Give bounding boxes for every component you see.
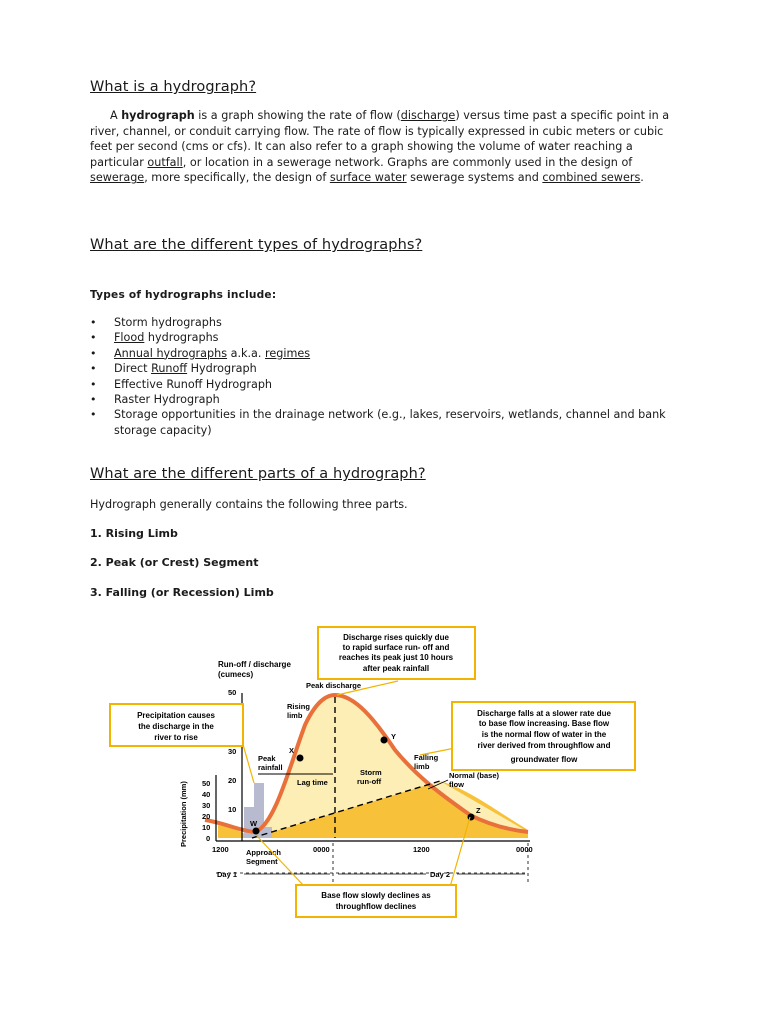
precip-tick-label: 50 <box>202 779 211 788</box>
y-axis-title: Run-off / discharge <box>218 660 291 669</box>
label-rising-limb: limb <box>287 711 303 720</box>
callout-top-text: Discharge rises quickly due <box>343 633 449 642</box>
label-lag-time: Lag time <box>297 778 328 787</box>
precip-tick-label: 10 <box>202 823 211 832</box>
para-text: . <box>640 171 644 185</box>
x-tick-label: 1200 <box>212 845 229 854</box>
list-item: • Direct Runoff Hydrograph <box>90 361 690 376</box>
label-point-y: Y <box>391 732 397 741</box>
day1-label: Day 1 <box>217 870 238 879</box>
para-text: is a graph showing the rate of flow ( <box>194 109 401 122</box>
callout-right-text: Discharge falls at a slower rate due <box>477 709 611 718</box>
y-tick-label: 10 <box>228 805 237 814</box>
label-falling-limb: limb <box>414 762 430 771</box>
link-flood[interactable]: Flood <box>114 331 145 345</box>
point-w <box>253 828 260 835</box>
callout-top-text: reaches its peak just 10 hours <box>338 653 454 662</box>
callout-right-text: river derived from throughflow and <box>477 741 611 750</box>
link-regimes[interactable]: regimes <box>265 346 311 360</box>
list-item: • Flood hydrographs <box>90 330 690 345</box>
y-tick-label: 30 <box>228 747 237 756</box>
link-runoff[interactable]: Runoff <box>151 362 188 376</box>
callout-left-text: Precipitation causes <box>137 711 215 720</box>
day2-label: Day 2 <box>430 870 451 879</box>
y-tick-label: 50 <box>228 688 237 697</box>
list-item: • Storm hydrographs <box>90 315 690 330</box>
label-peak-rainfall: rainfall <box>258 763 283 772</box>
types-intro: Types of hydrographs include: <box>90 289 277 301</box>
label-point-w: W <box>250 819 258 828</box>
precip-tick-label: 0 <box>206 834 211 843</box>
link-annual-hydrographs[interactable]: Annual hydrographs <box>114 346 228 360</box>
link-surface-water[interactable]: surface water <box>329 171 407 185</box>
point-z <box>468 814 475 821</box>
parts-intro: Hydrograph generally contains the following three parts. <box>90 498 408 511</box>
point-x <box>297 755 304 762</box>
types-list <box>90 315 690 438</box>
callout-bottom-box <box>296 885 456 917</box>
para-text: , more specifically, the design of <box>144 171 330 185</box>
callout-top-text: to rapid surface run- off and <box>342 643 450 652</box>
link-sewerage[interactable]: sewerage <box>90 171 145 185</box>
label-storm-runoff: run-off <box>357 777 382 786</box>
label-approach-segment: Approach <box>246 848 282 857</box>
para-text: sewerage systems and <box>406 171 543 185</box>
label-storm-runoff: Storm <box>360 768 382 777</box>
y-axis-title: (cumecs) <box>218 670 254 679</box>
label-falling-limb: Falling <box>414 753 439 762</box>
label-rising-limb: Rising <box>287 702 310 711</box>
callout-bottom-text: throughflow declines <box>335 902 417 911</box>
term-hydrograph: hydrograph <box>121 109 195 122</box>
y-tick-label: 20 <box>228 776 237 785</box>
callout-left-text: the discharge in the <box>138 722 214 731</box>
para-text: , or location in a sewerage network. Graphs are commonly used in the design of <box>182 155 633 169</box>
hydrograph-diagram <box>0 615 768 925</box>
part-peak-segment: 2. Peak (or Crest) Segment <box>90 556 259 569</box>
label-normal-flow: flow <box>449 780 464 789</box>
label-point-x: X <box>289 746 295 755</box>
part-falling-limb: 3. Falling (or Recession) Limb <box>90 586 274 599</box>
precip-axis-title: Precipitation (mm) <box>179 781 188 847</box>
x-tick-label: 1200 <box>413 845 430 854</box>
callout-left-text: river to rise <box>154 733 198 742</box>
paragraph-definition <box>90 108 680 186</box>
list-item: • Storage opportunities in the drainage network (e.g., lakes, reservoirs, wetlands, channel and bank storage capacity) <box>90 407 690 438</box>
para-text: ) versus time past a specific point in a river, channel, or conduit carrying flow. The rate of flow is typically expressed in cubic meters or cubic feet per second (cms or cfs). It can also refer to a graph showing the volume of water reaching a particular <box>90 109 670 169</box>
x-tick-label: 0000 <box>313 845 330 854</box>
link-combined-sewers[interactable]: combined sewers <box>542 171 641 185</box>
callout-bottom-text: Base flow slowly declines as <box>321 891 431 900</box>
label-peak-rainfall: Peak <box>258 754 276 763</box>
heading-parts-of-hydrograph: What are the different parts of a hydrograph? <box>90 466 426 482</box>
label-point-z: Z <box>476 806 481 815</box>
part-rising-limb: 1. Rising Limb <box>90 527 178 540</box>
label-approach-segment: Segment <box>246 857 278 866</box>
x-tick-label: 0000 <box>516 845 533 854</box>
precip-tick-label: 40 <box>202 790 211 799</box>
point-y <box>381 737 388 744</box>
list-item: • Effective Runoff Hydrograph <box>90 377 690 392</box>
callout-right-text: groundwater flow <box>510 755 578 764</box>
list-item: • Annual hydrographs a.k.a. regimes <box>90 346 690 361</box>
callout-right-text: is the normal flow of water in the <box>481 730 607 739</box>
label-normal-flow: Normal (base) <box>449 771 500 780</box>
precip-tick-label: 30 <box>202 801 211 810</box>
para-text: A <box>110 109 122 122</box>
heading-what-is-hydrograph: What is a hydrograph? <box>90 79 257 95</box>
label-peak-discharge: Peak discharge <box>306 681 362 690</box>
rainfall-bar <box>264 827 272 838</box>
heading-types-of-hydrographs: What are the different types of hydrographs? <box>90 237 423 253</box>
link-outfall[interactable]: outfall <box>147 155 183 169</box>
link-discharge[interactable]: discharge <box>400 109 456 122</box>
precip-tick-label: 20 <box>202 812 211 821</box>
list-item: • Raster Hydrograph <box>90 392 690 407</box>
callout-right-text: to base flow increasing. Base flow <box>478 719 610 728</box>
callout-top-text: after peak rainfall <box>362 664 430 673</box>
